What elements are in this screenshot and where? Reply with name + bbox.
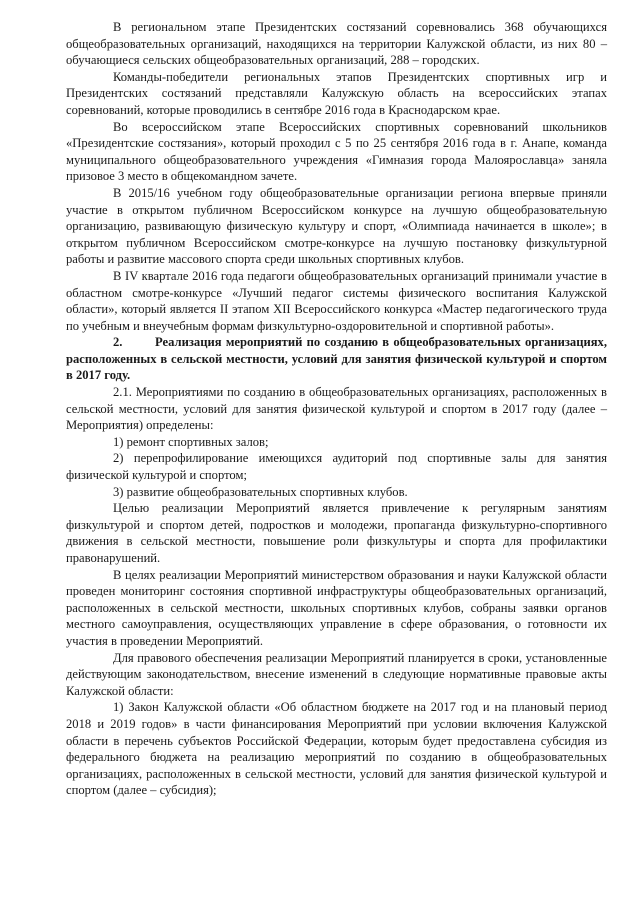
paragraph-all-russian-stage: Во всероссийском этапе Всероссийских спортивных соревнований школьников «Президентские состязания», который проходил с 5 по 25 сентября 2016 года в г. Анапе, команда муниципального общеобразовательного учреждения «Гимназия города Малоярославца» заняла призовое 3 место в общекомандном зачете. <box>66 119 607 184</box>
list-item: 3) развитие общеобразовательных спортивных клубов. <box>113 484 408 499</box>
paragraph-goal: Целью реализации Мероприятий является привлечение к регулярным занятиям физкультурой и спортом детей, подростков и молодежи, пропаганда физкультурно-спортивного движения в сельской местности, повышение роли физкультуры и спорта для профилактики правонарушений. <box>66 501 607 565</box>
list-item: 2) перепрофилирование имеющихся аудиторий под спортивные залы для занятия физической культурой и спортом; <box>66 451 607 483</box>
section-heading <box>66 334 607 384</box>
paragraph-budget-law: 1) Закон Калужской области «Об областном бюджете на 2017 год и на плановый период 2018 и 2019 годов» в части финансирования Мероприятий при условии включения Калужской области в перечень субъектов Российской Федерации, которым будет предоставлена субсидия из федерального бюджета на реализацию мероприятий по созданию в общеобразовательных организациях, расположенных в сельской местности, условий для занятия физической культурой и спортом (далее – субсидия); <box>66 700 607 798</box>
paragraph-monitoring: В целях реализации Мероприятий министерством образования и науки Калужской области проведен мониторинг состояния спортивной инфраструктуры общеобразовательных организаций, расположенных в сельской местности, школьных спортивных клубов, собраны заявки органов местного самоуправления, осуществляющих управление в сфере образования, о готовности их участия в проведении Мероприятий. <box>66 567 607 648</box>
section-number: 2. <box>113 335 123 350</box>
paragraph-2015-16-contest: В 2015/16 учебном году общеобразовательные организации региона впервые приняли участие в открытом публичном Всероссийском конкурсе на лучшую общеобразовательную организацию, развивающую физическую культуру и спорт, «Олимпиада начинается в школе»; в открытом публичном Всероссийском смотре-конкурсе на лучшую постановку физкультурной работы и развитие массового спорта среди школьных спортивных клубов. <box>66 185 607 267</box>
list-item: 1) ремонт спортивных залов; <box>113 434 269 449</box>
paragraph-q4-teachers-contest: В IV квартале 2016 года педагоги общеобразовательных организаций принимали участие в областном смотре-конкурсе «Лучший педагог системы физического воспитания Калужской области», который является II этапом XII Всероссийского конкурса «Мастер педагогического труда по учебным и внеучебным формам физкультурно-оздоровительной и спортивной работы». <box>66 268 607 333</box>
section-title: Реализация мероприятий по созданию в общеобразовательных организациях, расположенных в сельской местности, условий для занятия физической культурой и спортом в 2017 году. <box>66 335 607 383</box>
paragraph-regional-stage: В региональном этапе Президентских состязаний соревновались 368 обучающихся общеобразовательных организаций, находящихся на территории Калужской области, из них 80 – обучающиеся сельских общеобразовательных организаций, 288 – городских. <box>66 20 607 68</box>
clause-intro: 2.1. Мероприятиями по созданию в общеобразовательных организациях, расположенных в сельской местности, условий для занятия физической культурой и спортом в 2017 году (далее – Мероприятия) определены: <box>66 385 607 433</box>
paragraph-winning-teams: Команды-победители региональных этапов Президентских спортивных игр и Президентских состязаний представляли Калужскую область на всероссийских этапах соревнований, которые проводились в сентябре 2016 года в Краснодарском крае. <box>66 69 607 117</box>
paragraph-legal-support: Для правового обеспечения реализации Мероприятий планируется в сроки, установленные действующим законодательством, внесение изменений в следующие нормативные правовые акты Калужской области: <box>66 650 607 698</box>
